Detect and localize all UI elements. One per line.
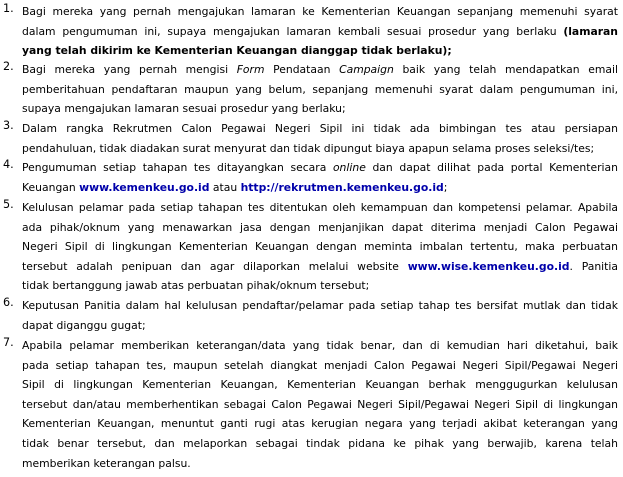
text-segment: yang telah dikirim ke Kementerian Keuangan dianggap tidak berlaku);: [22, 44, 452, 58]
text-segment: tersebut adalah penipuan dan agar dilaporkan melalui website: [22, 259, 408, 273]
url-link[interactable]: www.kemenkeu.go.id: [79, 180, 210, 194]
list-item-number: 2.: [3, 60, 14, 73]
text-segment: Bagi mereka yang pernah mengisi: [22, 63, 237, 76]
text-segment: . Panitia: [569, 259, 618, 273]
text-segment: dalam pengumuman ini, supaya mengajukan lamaran kembali sesuai prosedur yang berlaku: [22, 24, 564, 38]
text-segment: dapat diganggu gugat;: [22, 318, 146, 332]
text-segment: pendahuluan, tidak diadakan surat menyurat dan tidak dipungut biaya apapun selama proses seleksi/tes;: [22, 141, 595, 155]
list-item-5: [0, 198, 623, 296]
text-line: [22, 237, 618, 257]
list-item-number: 6.: [3, 296, 14, 309]
text-line: [22, 198, 618, 218]
text-line: [22, 296, 618, 316]
list-item-3: [0, 119, 623, 158]
text-line: [22, 139, 618, 159]
text-segment: Pendataan: [264, 63, 340, 76]
text-segment: (lamaran: [563, 24, 618, 38]
text-segment: dan dapat dilihat pada portal Kementerian: [365, 161, 618, 174]
text-line: [22, 414, 618, 434]
text-segment: Pengumuman setiap tahapan tes ditayangkan secara: [22, 161, 333, 174]
text-segment: ada pihak/oknum yang menawarkan jasa dengan menjanjikan dapat diterima menjadi Calon Pegawai: [22, 220, 618, 234]
text-line: [22, 395, 618, 415]
text-segment: Form: [236, 63, 265, 76]
text-segment: Negeri Sipil di lingkungan Kementerian Keuangan dengan meminta imbalan tertentu, maka perbuatan: [22, 240, 618, 254]
list-item-7: [0, 336, 623, 473]
list-item-number: 1.: [3, 2, 14, 15]
text-segment: Campaign: [339, 63, 394, 76]
text-line: [22, 257, 618, 277]
url-link[interactable]: http://rekrutmen.kemenkeu.go.id: [240, 180, 444, 194]
text-segment: Keuangan: [22, 180, 80, 194]
text-segment: online: [332, 161, 366, 174]
text-line: [22, 119, 618, 139]
text-segment: supaya mengajukan lamaran sesuai prosedur yang berlaku;: [22, 102, 346, 116]
text-line: [22, 22, 618, 42]
list-item-4: [0, 158, 623, 197]
list-item-6: [0, 296, 623, 335]
list-item-2: [0, 60, 623, 119]
text-line: [22, 336, 618, 356]
text-line: [22, 158, 618, 178]
text-segment: pada setiap tahapan tes, maupun setelah diangkat menjadi Calon Pegawai Negeri Sipil/Pegawai Negeri: [22, 358, 618, 372]
text-line: [22, 178, 618, 198]
text-line: [22, 218, 618, 238]
text-line: [22, 80, 618, 100]
text-line: [22, 434, 618, 454]
text-segment: Keputusan Panitia dalam hal kelulusan pendaftar/pelamar pada setiap tahap tes bersifat mutlak dan tidak: [22, 299, 618, 312]
text-line: [22, 2, 618, 22]
text-line: [22, 99, 618, 119]
text-segment: memberikan keterangan palsu.: [22, 456, 191, 470]
text-line: [22, 60, 618, 80]
list-item-number: 7.: [3, 336, 14, 349]
text-segment: Kelulusan pelamar pada setiap tahapan tes ditentukan oleh kemampuan dan kompetensi pelamar. Apabila: [22, 201, 618, 214]
url-link[interactable]: www.wise.kemenkeu.go.id: [407, 259, 570, 273]
text-segment: Apabila pelamar memberikan keterangan/data yang tidak benar, dan di kemudian hari diketahui, baik: [22, 339, 618, 352]
text-segment: tersebut dan/atau memberhentikan sebagai Calon Pegawai Negeri Sipil/Pegawai Negeri Sipil di lingkungan: [22, 397, 618, 411]
text-segment: Kementerian Keuangan, menuntut ganti rugi atas kerugian negara yang terjadi akibat keterangan yang: [22, 417, 618, 431]
text-segment: Dalam rangka Rekrutmen Calon Pegawai Negeri Sipil ini tidak ada bimbingan tes atau persiapan: [22, 122, 618, 135]
text-line: [22, 375, 618, 395]
list-item-number: 3.: [3, 119, 14, 132]
list-item-1: [0, 2, 623, 61]
text-line: [22, 454, 618, 474]
text-segment: ;: [443, 180, 448, 194]
text-line: [22, 356, 618, 376]
text-segment: Sipil di lingkungan Kementerian Keuangan, Kementerian Keuangan berhak menggugurkan kelulusan: [22, 378, 618, 392]
text-segment: pemberitahuan pendaftaran maupun yang belum, sepanjang memenuhi syarat dalam pengumuman ini,: [22, 82, 618, 96]
text-line: [22, 276, 618, 296]
text-segment: tidak bertanggung jawab atas perbuatan pihak/oknum tersebut;: [22, 279, 370, 293]
text-segment: Bagi mereka yang pernah mengajukan lamaran ke Kementerian Keuangan sepanjang memenuhi syarat: [22, 5, 618, 18]
text-line: [22, 41, 618, 61]
list-item-number: 5.: [3, 198, 14, 211]
text-segment: baik yang telah mendapatkan email: [393, 63, 618, 76]
list-item-number: 4.: [3, 158, 14, 171]
text-line: [22, 316, 618, 336]
text-segment: atau: [209, 180, 241, 194]
text-segment: tidak benar tersebut, dan melaporkan sebagai tindak pidana ke pihak yang berwajib, karena telah: [22, 436, 618, 450]
